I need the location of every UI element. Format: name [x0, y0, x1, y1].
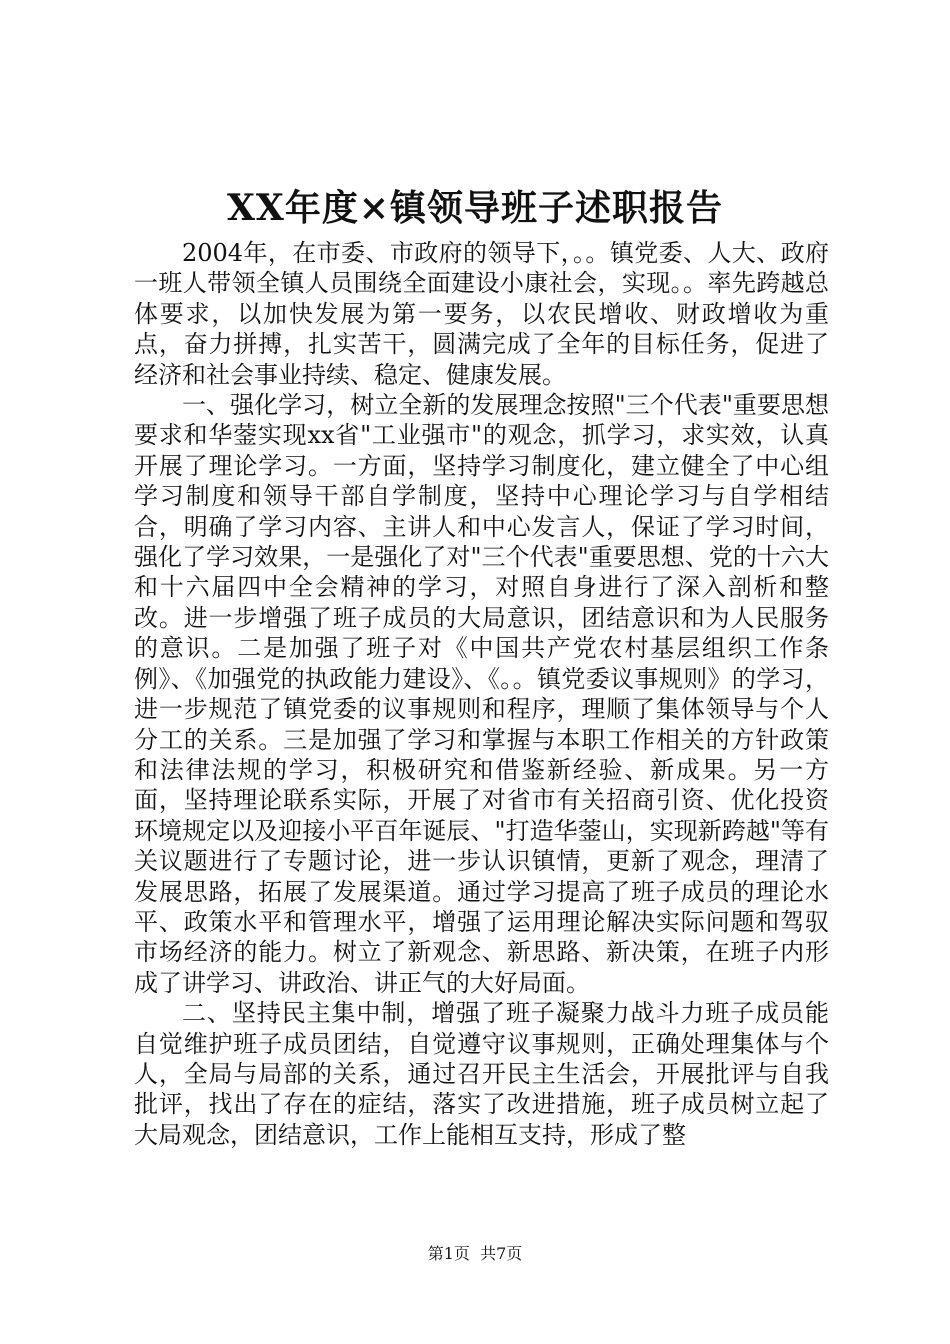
paragraph-section-2: 二、坚持民主集中制，增强了班子凝聚力战斗力班子成员能自觉维护班子成员团结，自觉遵守议事规则，正确处理集体与个人，全局与局部的关系，通过召开民主生活会，开展批评与自我批评，找出了存在的症结，落实了改进措施，班子成员树立起了大局观念，团结意识，工作上能相互支持，形成了整 — [134, 999, 829, 1149]
paragraph-intro: 2004年，在市委、市政府的领导下，。。镇党委、人大、政府一班人带领全镇人员围绕全面建设小康社会，实现。。率先跨越总体要求，以加快发展为第一要务，以农民增收、财政增收为重点，奋力拼搏，扎实苦干，圆满完成了全年的目标任务，促进了经济和社会事业持续、稳定、健康发展。 — [134, 239, 829, 389]
document-body — [134, 238, 829, 1150]
page-total: 共7页 — [480, 1244, 523, 1263]
page-footer — [0, 1244, 950, 1264]
document-title: XX年度×镇领导班子述职报告 — [226, 187, 724, 229]
footer-spacer — [470, 1244, 480, 1263]
paragraph-section-1: 一、强化学习，树立全新的发展理念按照"三个代表"重要思想要求和华蓥实现xx省"工业强市"的观念，抓学习，求实效，认真开展了理论学习。一方面，坚持学习制度化，建立健全了中心组学习制度和领导干部自学制度，坚持中心理论学习与自学相结合，明确了学习内容、主讲人和中心发言人，保证了学习时间，强化了学习效果，一是强化了对"三个代表"重要思想、党的十六大和十六届四中全会精神的学习，对照自身进行了深入剖析和整改。进一步增强了班子成员的大局意识，团结意识和为人民服务的意识。二是加强了班子对《中国共产党农村基层组织工作条例》、《加强党的执政能力建设》、《。。镇党委议事规则》的学习，进一步规范了镇党委的议事规则和程序，理顺了集体领导与个人分工的关系。三是加强了学习和掌握与本职工作相关的方针政策和法律法规的学习，积极研究和借鉴新经验、新成果。另一方面，坚持理论联系实际，开展了对省市有关招商引资、优化投资环境规定以及迎接小平百年诞辰、"打造华蓥山，实现新跨越"等有关议题进行了专题讨论，进一步认识镇情，更新了观念，理清了发展思路，拓展了发展渠道。通过学习提高了班子成员的理论水平、政策水平和管理水平，增强了运用理论解决实际问题和驾驭市场经济的能力。树立了新观念、新思路、新决策，在班子内形成了讲学习、讲政治、讲正气的大好局面。 — [134, 391, 829, 997]
page-number: 第1页 — [427, 1244, 470, 1263]
